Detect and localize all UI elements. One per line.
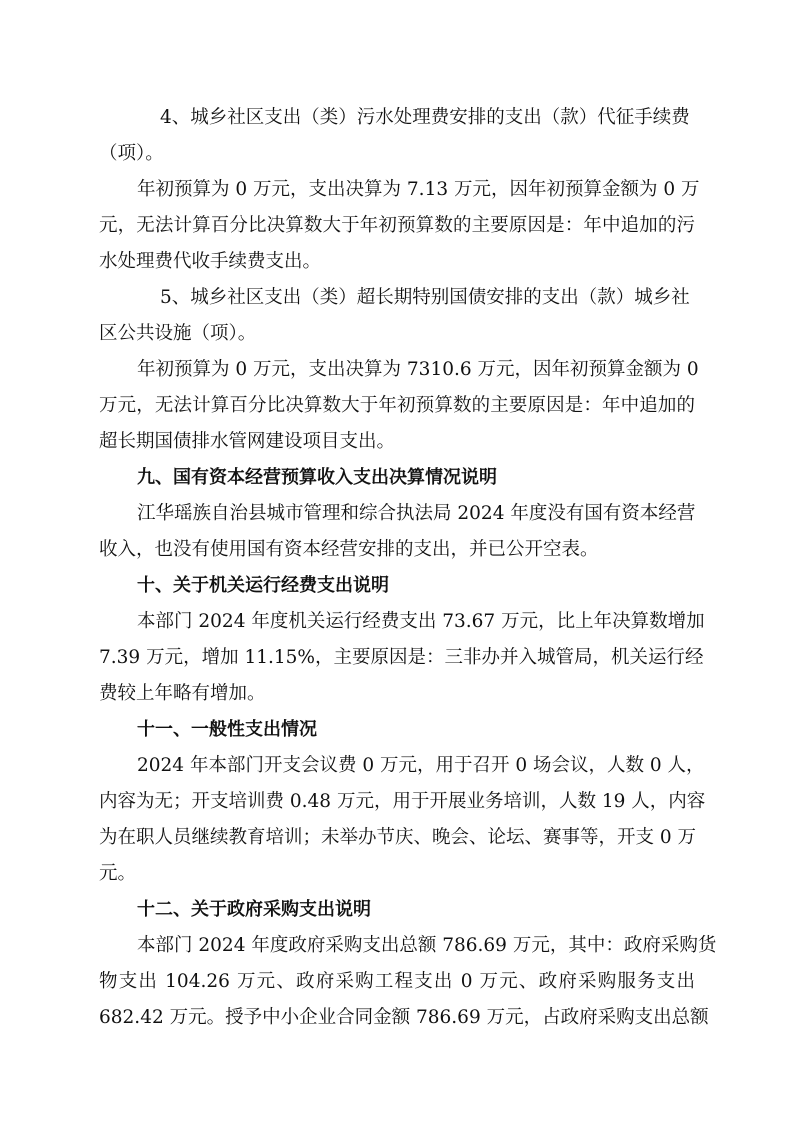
item-4-title-line-2: （项）。	[99, 143, 164, 164]
section-12-body-line-3: 682.42 万元。授予中小企业合同金额 786.69 万元，占政府采购支出总额	[99, 1007, 709, 1028]
section-11-body-line-2: 内容为无；开支培训费 0.48 万元，用于开展业务培训，人数 19 人，内容	[99, 791, 706, 812]
section-11-heading: 十一、一般性支出情况	[137, 719, 317, 740]
section-12-heading: 十二、关于政府采购支出说明	[137, 899, 371, 920]
section-11-body-line-1: 2024 年本部门开支会议费 0 万元，用于召开 0 场会议，人数 0 人，	[137, 755, 705, 776]
section-11-body-line-3: 为在职人员继续教育培训；未举办节庆、晚会、论坛、赛事等，开支 0 万	[99, 827, 697, 848]
item-4-body-line-2: 元，无法计算百分比决算数大于年初预算数的主要原因是：年中追加的污	[99, 215, 695, 236]
section-12-body-line-2: 物支出 104.26 万元、政府采购工程支出 0 万元、政府采购服务支出	[99, 971, 695, 992]
section-10-body-line-3: 费较上年略有增加。	[99, 683, 266, 704]
item-4-title-line-1: 4、城乡社区支出（类）污水处理费安排的支出（款）代征手续费	[160, 107, 690, 128]
item-5-body-line-3: 超长期国债排水管网建设项目支出。	[99, 431, 396, 452]
item-5-body-line-1: 年初预算为 0 万元，支出决算为 7310.6 万元，因年初预算金额为 0	[137, 359, 699, 380]
item-5-title-line-1: 5、城乡社区支出（类）超长期特别国债安排的支出（款）城乡社	[160, 287, 690, 308]
section-12-body-line-1: 本部门 2024 年度政府采购支出总额 786.69 万元，其中：政府采购货	[137, 935, 717, 956]
section-11-body-line-4: 元。	[99, 863, 137, 884]
section-9-heading: 九、国有资本经营预算收入支出决算情况说明	[137, 467, 497, 488]
item-4-body-line-3: 水处理费代收手续费支出。	[99, 251, 322, 272]
section-10-body-line-2: 7.39 万元，增加 11.15%，主要原因是：三非办并入城管局，机关运行经	[99, 647, 704, 668]
section-10-body-line-1: 本部门 2024 年度机关运行经费支出 73.67 万元，比上年决算数增加	[137, 611, 705, 632]
section-9-body-line-2: 收入，也没有使用国有资本经营安排的支出，并已公开空表。	[99, 539, 599, 560]
section-10-heading: 十、关于机关运行经费支出说明	[137, 575, 389, 596]
item-5-body-line-2: 万元，无法计算百分比决算数大于年初预算数的主要原因是：年中追加的	[99, 395, 695, 416]
section-9-body-line-1: 江华瑶族自治县城市管理和综合执法局 2024 年度没有国有资本经营	[137, 503, 696, 524]
item-5-title-line-2: 区公共设施（项）。	[99, 323, 257, 344]
item-4-body-line-1: 年初预算为 0 万元，支出决算为 7.13 万元，因年初预算金额为 0 万	[137, 179, 700, 200]
